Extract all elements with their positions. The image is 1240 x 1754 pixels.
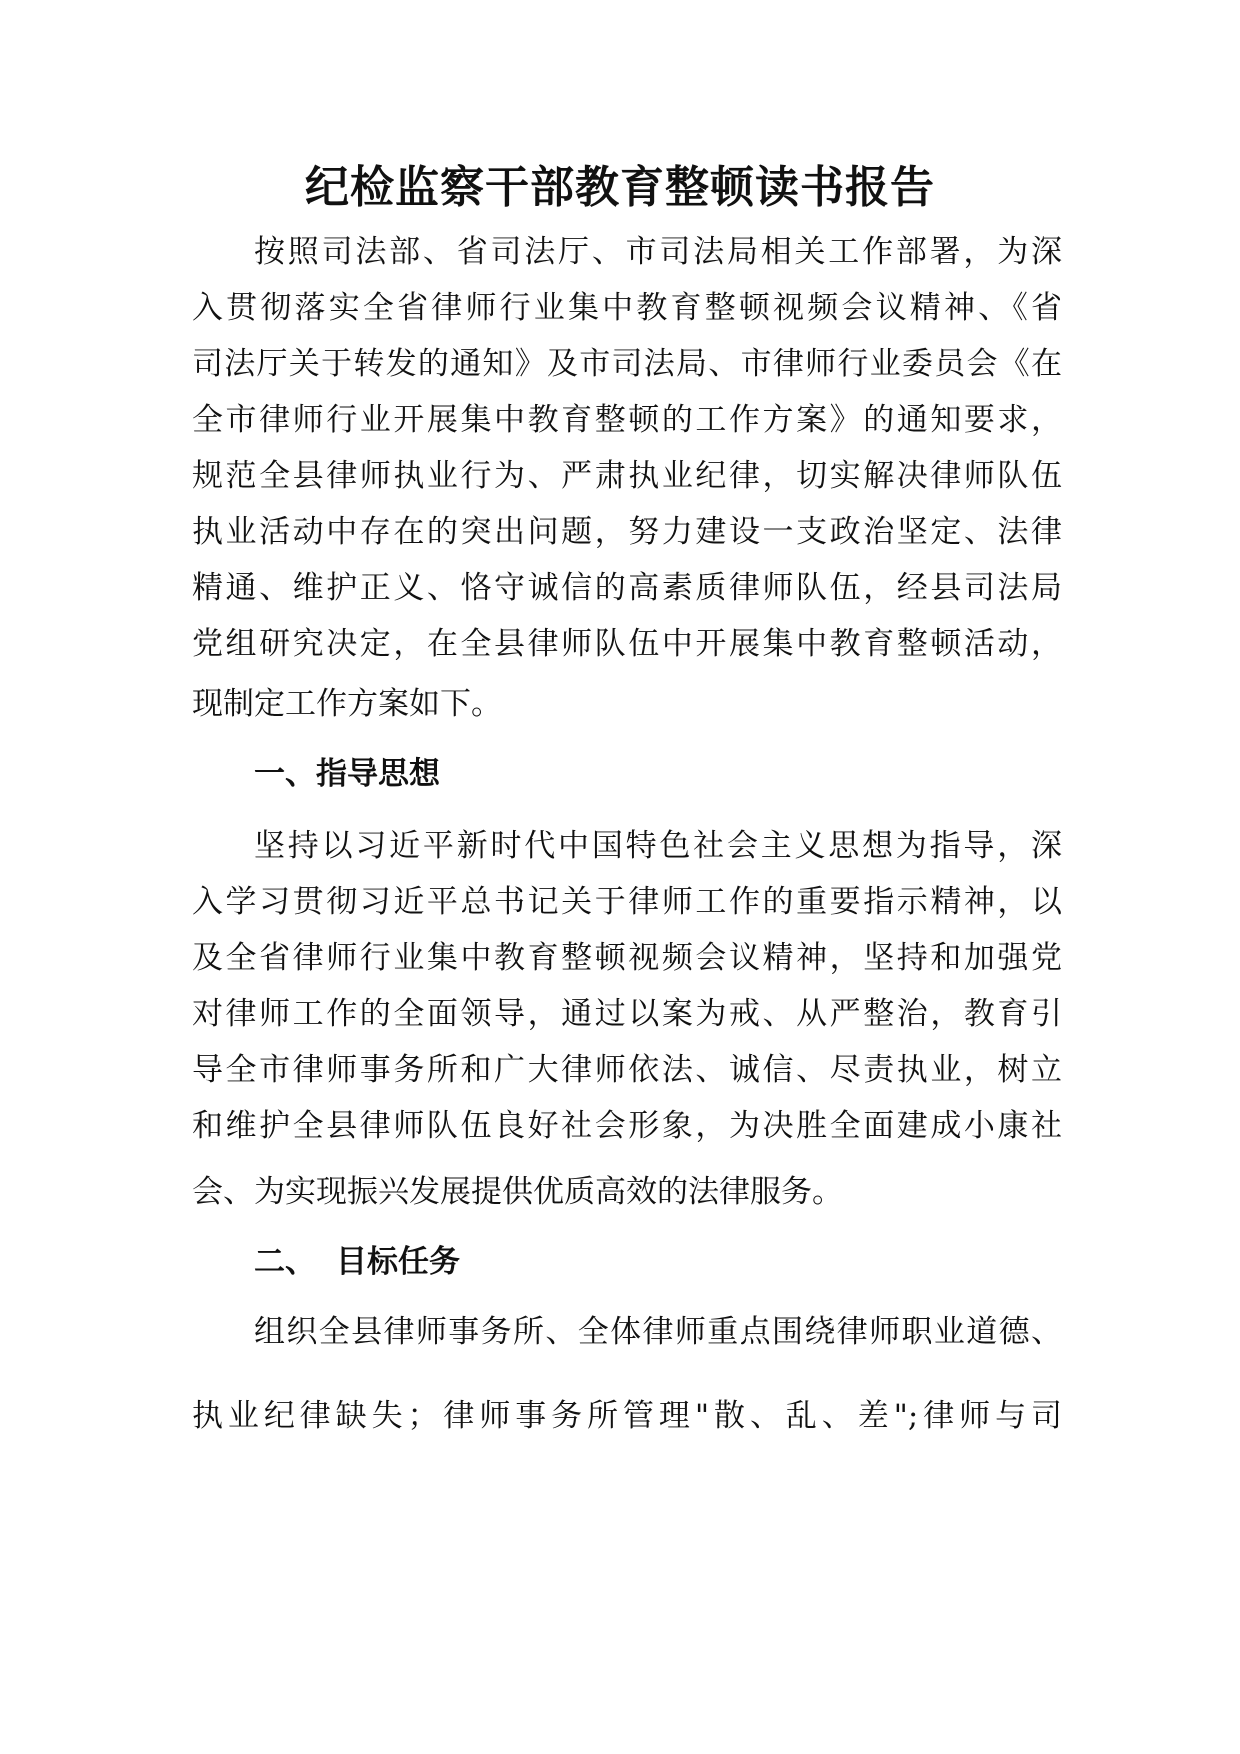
section-2-line-2: 执业纪律缺失；律师事务所管理"散、乱、差";律师与司 <box>192 1398 1062 1434</box>
section-1-heading: 一、指导思想 <box>254 756 440 792</box>
section-1-line-6: 和维护全县律师队伍良好社会形象，为决胜全面建成小康社 <box>192 1108 1062 1144</box>
intro-line-7: 精通、维护正义、恪守诚信的高素质律师队伍，经县司法局 <box>192 570 1062 606</box>
section-1-line-1: 坚持以习近平新时代中国特色社会主义思想为指导，深 <box>254 828 1062 864</box>
intro-line-4: 全市律师行业开展集中教育整顿的工作方案》的通知要求， <box>192 402 1062 438</box>
intro-line-2: 入贯彻落实全省律师行业集中教育整顿视频会议精神、《省 <box>192 290 1062 326</box>
intro-line-5: 规范全县律师执业行为、严肃执业纪律，切实解决律师队伍 <box>192 458 1062 494</box>
intro-line-8: 党组研究决定，在全县律师队伍中开展集中教育整顿活动， <box>192 626 1062 662</box>
intro-line-1: 按照司法部、省司法厅、市司法局相关工作部署，为深 <box>254 234 1062 270</box>
section-2-line-1: 组织全县律师事务所、全体律师重点围绕律师职业道德、 <box>254 1314 1062 1350</box>
section-2-heading <box>254 1240 460 1284</box>
section-1-line-3: 及全省律师行业集中教育整顿视频会议精神，坚持和加强党 <box>192 940 1062 976</box>
intro-line-9: 现制定工作方案如下。 <box>192 686 502 722</box>
section-2-heading-number: 二、 <box>254 1244 316 1280</box>
document-title: 纪检监察干部教育整顿读书报告 <box>305 162 935 213</box>
section-1-line-7: 会、为实现振兴发展提供优质高效的法律服务。 <box>192 1174 843 1210</box>
section-1-line-2: 入学习贯彻习近平总书记关于律师工作的重要指示精神，以 <box>192 884 1062 920</box>
section-1-line-4: 对律师工作的全面领导，通过以案为戒、从严整治，教育引 <box>192 996 1062 1032</box>
intro-line-3: 司法厅关于转发的通知》及市司法局、市律师行业委员会《在 <box>192 346 1062 382</box>
section-2-heading-text: 目标任务 <box>336 1244 460 1280</box>
intro-line-6: 执业活动中存在的突出问题，努力建设一支政治坚定、法律 <box>192 514 1062 550</box>
section-1-line-5: 导全市律师事务所和广大律师依法、诚信、尽责执业，树立 <box>192 1052 1062 1088</box>
